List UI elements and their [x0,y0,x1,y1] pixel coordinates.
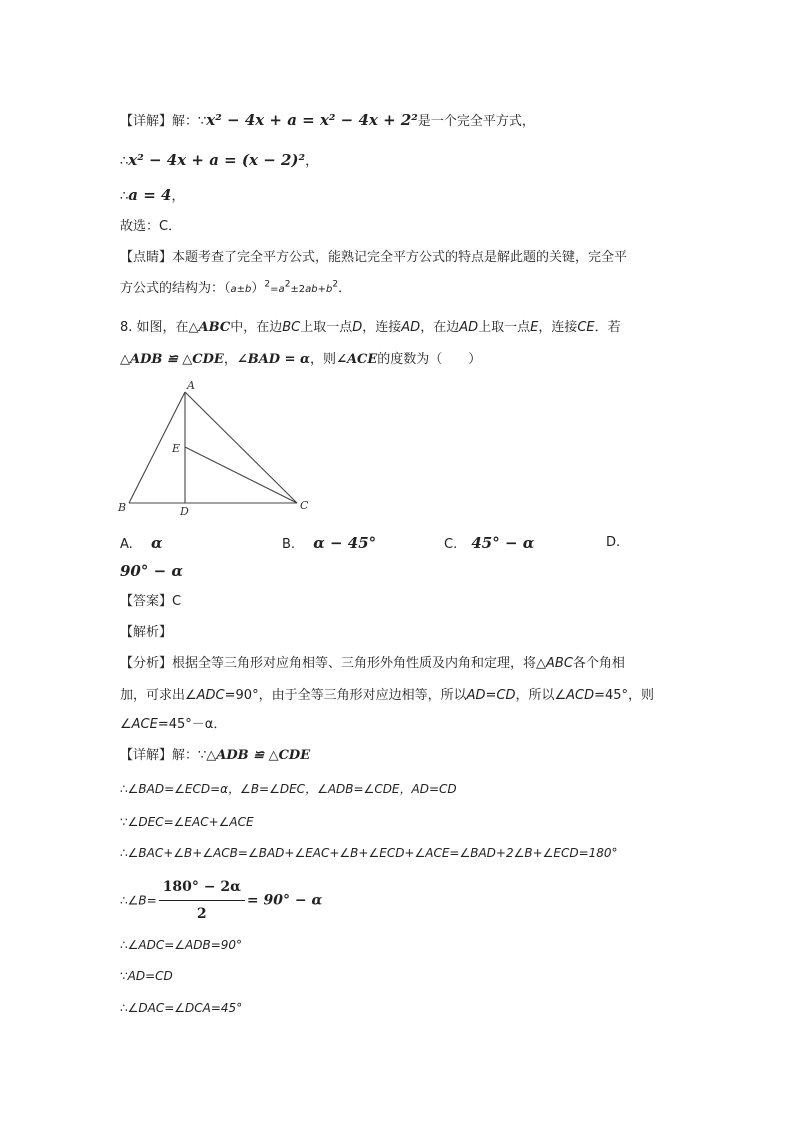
proof-text: ∠BAC+∠B+∠ACB=∠BAD+∠EAC+∠B+∠ECD+∠ACE=∠BAD+2∠B+∠ECD=180° [127,846,618,860]
choice-d-value[interactable] [120,561,183,583]
congruence-statement: △ADB ≌ △CDE [120,352,224,367]
analysis-text: 根据全等三角形对应角相等、三角形外角性质及内角和定理，将△ [172,656,547,671]
var-b: b [245,284,252,295]
choice-letter: B. [282,537,296,552]
choice-letter: D. [606,535,621,550]
fraction-result: = 90° − α [246,892,323,909]
segment-cd: CD [496,688,516,703]
angle-ace-ref: ACE [131,717,158,732]
triangle-abc-ref: ABC [546,656,573,671]
choice-value: α [150,534,163,552]
pm-two: ±2 [290,284,306,295]
proof-line-3 [120,843,674,863]
exponent: 2 [284,279,291,290]
angle-symbol: ∠ [120,717,132,732]
triangle-abc: △ABC [188,320,231,335]
formula-perfect-square: x² − 4x + a = x² − 4x + 2² [206,111,418,129]
fraction-numerator: 180° − 2α [159,876,245,901]
segment-bc: BC [282,320,301,335]
choice-letter: C. [444,537,458,552]
question-text: 中，在边 [230,320,283,335]
var-a: a [278,284,285,295]
proof-line-4 [120,935,674,955]
fraction-line [120,876,674,925]
proof-text: AD=CD [127,969,173,983]
comment-line-1 [120,248,674,268]
detail-tag: 【详解】 [120,748,173,763]
detail-line-1 [120,110,674,132]
step-line-1 [120,150,674,172]
point-e: E [530,320,539,335]
comment-text-2: 方公式的结构为：（ [120,281,231,296]
choice-b[interactable] [282,533,376,555]
angle-acd: ACD [566,688,595,703]
therefore-symbol: ∴ [120,189,129,204]
question-text: ，连接 [538,320,578,335]
label-e: E [172,442,181,455]
segment-ce: CE [577,320,595,335]
segment-ce-line [185,447,297,503]
choice-value: 90° − α [120,562,183,580]
proof-line-6 [120,998,674,1018]
question-number: 8. 如图，在 [120,320,189,335]
label-a: A [187,379,195,392]
segment-ad: AD [401,320,421,335]
question-text: ，连接 [362,320,402,335]
angle-bad-statement: ∠BAD = α [236,352,311,367]
equals-sign: = [485,688,497,703]
proof-text: ∠DAC=∠DCA=45° [127,1001,243,1015]
label-d: D [180,505,189,518]
punctuation: ， [223,352,237,367]
question-line-2 [120,350,674,370]
period: ． [338,281,352,296]
analysis-line-2 [120,686,674,706]
var-ab: ab [305,284,318,295]
step-line-2 [120,185,674,207]
detail2-line [120,746,674,766]
proof-line-1 [120,779,674,799]
therefore-symbol: ∴ [120,846,128,860]
analysis-text: =90°，由于全等三角形对应边相等，所以 [224,688,467,703]
side-ac [185,392,297,503]
analysis-tag: 【分析】 [120,656,173,671]
fraction-denominator: 2 [196,906,207,922]
detail-tail: 是一个完全平方式， [417,114,535,129]
angle-adc: ADC [196,688,225,703]
analysis-text: 加，可求出∠ [120,688,197,703]
proof-line-5 [120,966,674,986]
analysis-text: ，所以∠ [515,688,567,703]
question-text: ．若 [594,320,621,335]
punctuation: ， [305,154,319,169]
triangle-figure [112,378,322,520]
therefore-symbol: ∴ [120,938,128,952]
detail-lead: 解：∵ [172,748,207,763]
detail-lead: 解：∵ [172,114,207,129]
choice-value: α − 45° [313,534,377,552]
therefore-symbol: ∴ [120,154,129,169]
analysis-text: 各个角相 [572,656,625,671]
question-text: 的度数为（ ） [377,352,482,367]
segment-ad: AD [459,320,479,335]
var-b: b [326,284,333,295]
plus-sign: + [317,284,327,295]
analysis-text: =45°－α． [157,717,227,732]
comment-text-1: 本题考查了完全平方公式，能熟记完全平方公式的特点是解此题的关键，完全平 [172,250,628,265]
var-a: a [230,284,237,295]
exponent: 2 [332,279,339,290]
analysis-head: 【解析】 [120,625,173,640]
question-text: ，则 [310,352,337,367]
exponent: 2 [264,279,271,290]
question-text: ，在边 [420,320,460,335]
formula-a-value: a = 4 [128,186,172,204]
point-d: D [352,320,363,335]
label-c: C [300,499,309,512]
close-paren: ） [251,281,265,296]
analysis-line-3 [120,715,674,735]
comment-tag: 【点睛】 [120,250,173,265]
angle-ace: ∠ACE [336,352,378,367]
segment-ad: AD [466,688,486,703]
comment-line-2 [120,279,674,300]
congruence-statement: △ADB ≌ △CDE [206,748,311,763]
proof-text: ∠DEC=∠EAC+∠ACE [127,815,254,829]
punctuation: ， [171,189,185,204]
proof-text: ∠ADC=∠ADB=90° [127,938,243,952]
choice-letter: A. [120,537,133,552]
because-symbol: ∵ [120,815,128,829]
analysis-line-1 [120,654,674,674]
detail-tag: 【详解】 [120,114,173,129]
choice-value: 45° − α [471,534,535,552]
analysis-text: =45°，则 [594,688,655,703]
choice-a[interactable] [120,533,162,555]
therefore-symbol: ∴ [120,782,128,796]
therefore-angle-b: ∴∠B= [120,893,157,908]
question-text: 上取一点 [478,320,531,335]
proof-text: ∠BAD=∠ECD=α，∠B=∠DEC，∠ADB=∠CDE，AD=CD [127,782,457,796]
label-b: B [118,501,127,514]
choice-d-letter[interactable] [606,533,620,553]
question-line-1 [120,318,674,338]
equals-sign: = [270,284,279,295]
pm-sign: ± [236,284,246,295]
choice-c[interactable] [444,533,534,555]
proof-line-2 [120,812,674,832]
therefore-symbol: ∴ [120,1001,128,1015]
answer-line: 【答案】C [120,594,182,609]
fraction [159,876,245,925]
question-text: 上取一点 [300,320,353,335]
choose-line: 故选：C． [120,219,182,234]
because-symbol: ∵ [120,969,128,983]
formula-square: x² − 4x + a = (x − 2)² [128,151,306,169]
